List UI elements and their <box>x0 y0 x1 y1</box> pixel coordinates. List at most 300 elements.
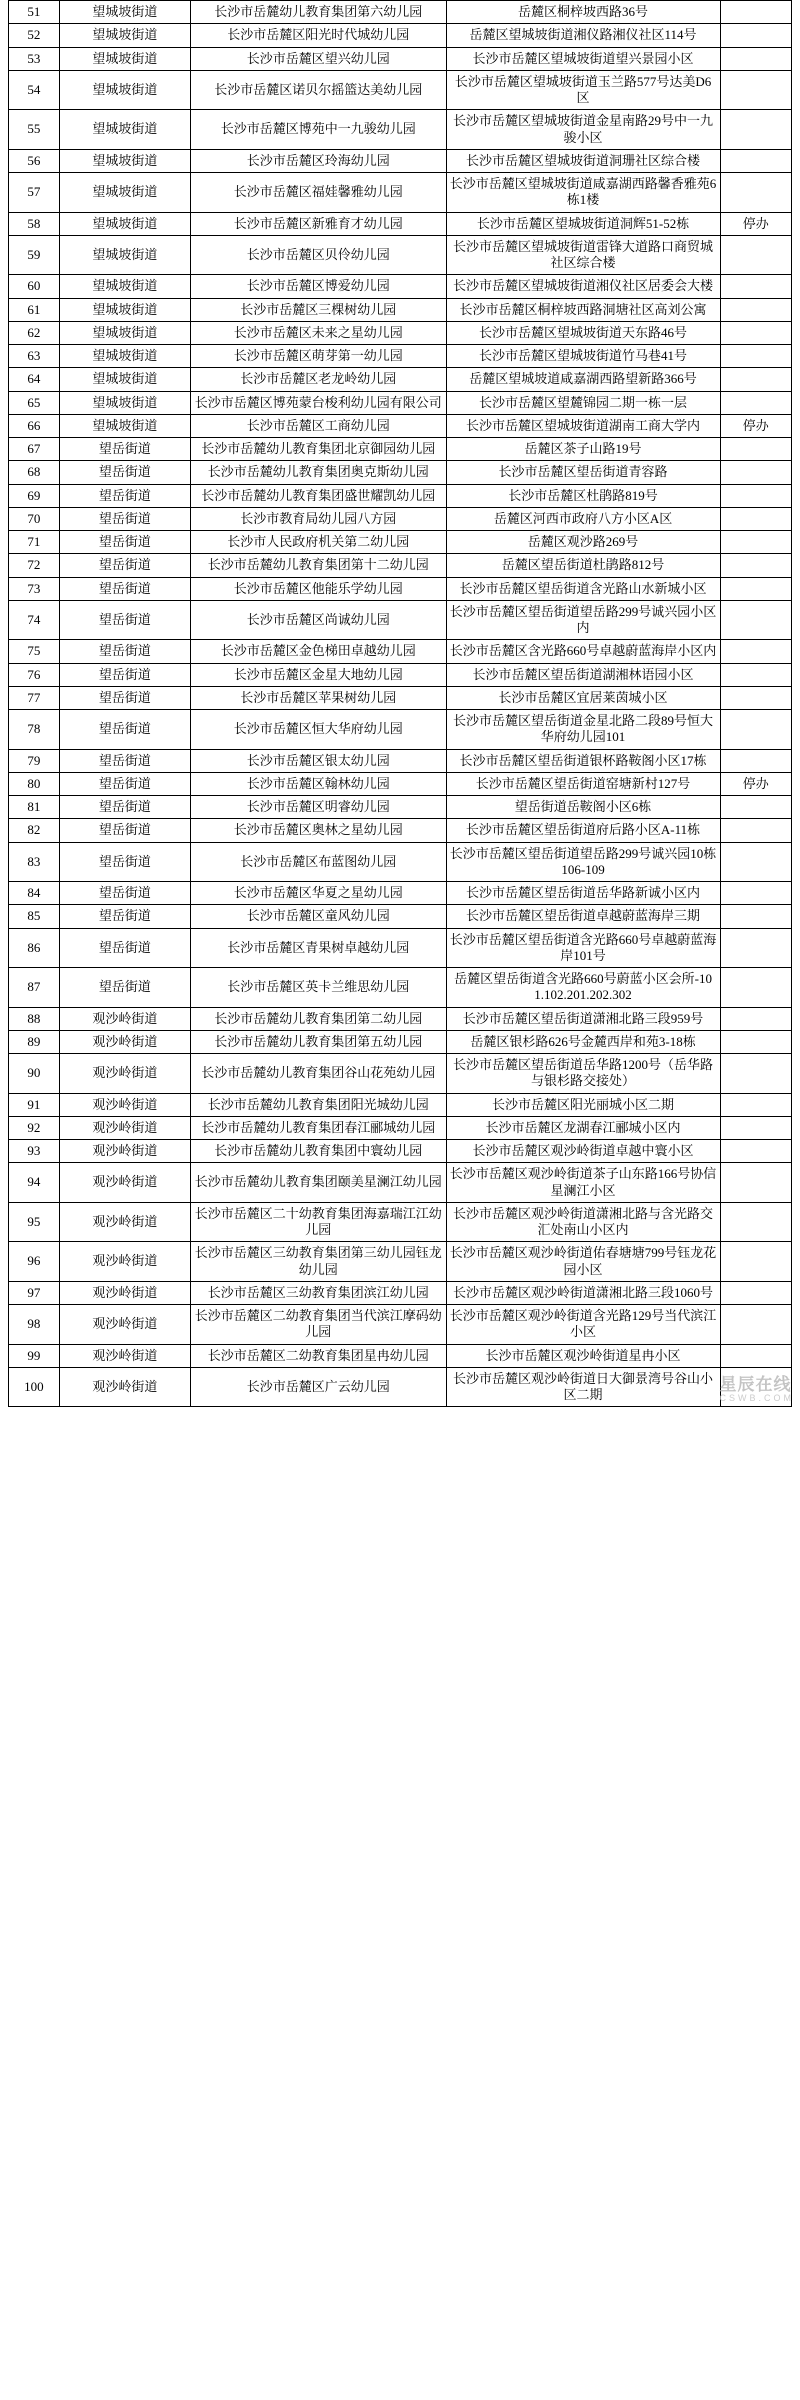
cell-kindergarten-name: 长沙市岳麓区诺贝尔摇篮达美幼儿园 <box>191 70 446 110</box>
cell-street: 望岳街道 <box>59 842 190 882</box>
cell-address: 长沙市岳麓区望岳街道窑塘新村127号 <box>446 772 720 795</box>
cell-index: 86 <box>9 928 60 968</box>
cell-street: 望城坡街道 <box>59 24 190 47</box>
table-body <box>9 1 792 1407</box>
cell-index: 91 <box>9 1093 60 1116</box>
cell-index: 90 <box>9 1054 60 1094</box>
cell-address: 长沙市岳麓区望麓锦园二期一栋一层 <box>446 391 720 414</box>
cell-note: 停办 <box>720 772 791 795</box>
table-row <box>9 1054 792 1094</box>
cell-address: 长沙市岳麓区宜居莱茵城小区 <box>446 686 720 709</box>
cell-address: 岳麓区桐梓坡西路36号 <box>446 1 720 24</box>
cell-index: 67 <box>9 438 60 461</box>
cell-note <box>720 507 791 530</box>
table-row <box>9 1367 792 1407</box>
table-row <box>9 710 792 750</box>
table-row <box>9 928 792 968</box>
cell-street: 望岳街道 <box>59 640 190 663</box>
cell-address: 长沙市岳麓区观沙岭街道卓越中寰小区 <box>446 1140 720 1163</box>
cell-address: 岳麓区茶子山路19号 <box>446 438 720 461</box>
table-row <box>9 1030 792 1053</box>
cell-index: 84 <box>9 882 60 905</box>
cell-street: 观沙岭街道 <box>59 1054 190 1094</box>
cell-kindergarten-name: 长沙市教育局幼儿园八方园 <box>191 507 446 530</box>
cell-street: 望城坡街道 <box>59 345 190 368</box>
table-row <box>9 1281 792 1304</box>
cell-street: 望城坡街道 <box>59 173 190 213</box>
cell-address: 长沙市岳麓区杜鹃路819号 <box>446 484 720 507</box>
cell-street: 望岳街道 <box>59 772 190 795</box>
cell-note <box>720 968 791 1008</box>
cell-address: 长沙市岳麓区望岳街道卓越蔚蓝海岸三期 <box>446 905 720 928</box>
table-row <box>9 842 792 882</box>
cell-kindergarten-name: 长沙市岳麓区英卡兰维思幼儿园 <box>191 968 446 1008</box>
cell-address: 长沙市岳麓区望岳街道金星北路二段89号恒大华府幼儿园101 <box>446 710 720 750</box>
table-row <box>9 47 792 70</box>
cell-street: 望岳街道 <box>59 819 190 842</box>
cell-index: 83 <box>9 842 60 882</box>
table-row <box>9 1202 792 1242</box>
cell-kindergarten-name: 长沙市岳麓区博苑中一九骏幼儿园 <box>191 110 446 150</box>
cell-kindergarten-name: 长沙市岳麓幼儿教育集团北京御园幼儿园 <box>191 438 446 461</box>
cell-note <box>720 1 791 24</box>
cell-address: 长沙市岳麓区望城坡街道洞辉51-52栋 <box>446 212 720 235</box>
cell-index: 73 <box>9 577 60 600</box>
cell-index: 75 <box>9 640 60 663</box>
cell-kindergarten-name: 长沙市岳麓区二幼教育集团星冉幼儿园 <box>191 1344 446 1367</box>
cell-index: 55 <box>9 110 60 150</box>
table-row <box>9 1242 792 1282</box>
cell-kindergarten-name: 长沙市岳麓区萌芽第一幼儿园 <box>191 345 446 368</box>
cell-street: 望城坡街道 <box>59 298 190 321</box>
cell-kindergarten-name: 长沙市岳麓区二十幼教育集团海嘉瑞江江幼儿园 <box>191 1202 446 1242</box>
cell-street: 望岳街道 <box>59 438 190 461</box>
cell-kindergarten-name: 长沙市岳麓幼儿教育集团奥克斯幼儿园 <box>191 461 446 484</box>
cell-kindergarten-name: 长沙市岳麓幼儿教育集团第五幼儿园 <box>191 1030 446 1053</box>
cell-index: 92 <box>9 1116 60 1139</box>
cell-kindergarten-name: 长沙市岳麓幼儿教育集团春江郦城幼儿园 <box>191 1116 446 1139</box>
cell-address: 长沙市岳麓区望岳街道含光路山水新城小区 <box>446 577 720 600</box>
cell-kindergarten-name: 长沙市岳麓区明睿幼儿园 <box>191 796 446 819</box>
cell-note <box>720 70 791 110</box>
cell-index: 87 <box>9 968 60 1008</box>
cell-address: 长沙市岳麓区望岳街道含光路660号卓越蔚蓝海岸101号 <box>446 928 720 968</box>
cell-street: 望岳街道 <box>59 663 190 686</box>
cell-street: 望城坡街道 <box>59 212 190 235</box>
cell-index: 80 <box>9 772 60 795</box>
cell-address: 长沙市岳麓区龙湖春江郦城小区内 <box>446 1116 720 1139</box>
cell-street: 望岳街道 <box>59 461 190 484</box>
table-row <box>9 1344 792 1367</box>
cell-address: 岳麓区望城坡道咸嘉湖西路望新路366号 <box>446 368 720 391</box>
cell-kindergarten-name: 长沙市岳麓区三幼教育集团第三幼儿园钰龙幼儿园 <box>191 1242 446 1282</box>
cell-street: 望城坡街道 <box>59 70 190 110</box>
cell-street: 观沙岭街道 <box>59 1367 190 1407</box>
cell-note <box>720 600 791 640</box>
cell-index: 79 <box>9 749 60 772</box>
cell-address: 长沙市岳麓区观沙岭街道茶子山东路166号协信星澜江小区 <box>446 1163 720 1203</box>
table-row <box>9 110 792 150</box>
cell-kindergarten-name: 长沙市岳麓区尚诚幼儿园 <box>191 600 446 640</box>
cell-kindergarten-name: 长沙市岳麓区青果树卓越幼儿园 <box>191 928 446 968</box>
cell-street: 望岳街道 <box>59 577 190 600</box>
cell-address: 长沙市岳麓区望城坡街道竹马巷41号 <box>446 345 720 368</box>
cell-index: 68 <box>9 461 60 484</box>
cell-street: 观沙岭街道 <box>59 1163 190 1203</box>
watermark-subtext: CSWB.COM <box>719 1393 794 1404</box>
table-row <box>9 577 792 600</box>
cell-kindergarten-name: 长沙市岳麓幼儿教育集团第六幼儿园 <box>191 1 446 24</box>
cell-street: 望岳街道 <box>59 484 190 507</box>
cell-street: 望城坡街道 <box>59 368 190 391</box>
cell-street: 望岳街道 <box>59 686 190 709</box>
cell-kindergarten-name: 长沙市岳麓区工商幼儿园 <box>191 414 446 437</box>
cell-address: 长沙市岳麓区望城坡街道玉兰路577号达美D6区 <box>446 70 720 110</box>
cell-kindergarten-name: 长沙市岳麓区博苑蒙台梭利幼儿园有限公司 <box>191 391 446 414</box>
cell-street: 望城坡街道 <box>59 235 190 275</box>
table-row <box>9 905 792 928</box>
cell-address: 长沙市岳麓区望城坡街道望兴景园小区 <box>446 47 720 70</box>
cell-kindergarten-name: 长沙市岳麓幼儿教育集团阳光城幼儿园 <box>191 1093 446 1116</box>
cell-note <box>720 663 791 686</box>
cell-kindergarten-name: 长沙市岳麓区恒大华府幼儿园 <box>191 710 446 750</box>
cell-kindergarten-name: 长沙市岳麓幼儿教育集团盛世耀凯幼儿园 <box>191 484 446 507</box>
table-row <box>9 461 792 484</box>
cell-address: 长沙市岳麓区望岳街道潇湘北路三段959号 <box>446 1007 720 1030</box>
cell-index: 81 <box>9 796 60 819</box>
cell-address: 长沙市岳麓区观沙岭街道潇湘北路三段1060号 <box>446 1281 720 1304</box>
cell-note <box>720 842 791 882</box>
table-row <box>9 173 792 213</box>
cell-street: 望岳街道 <box>59 928 190 968</box>
cell-note <box>720 749 791 772</box>
cell-note <box>720 1116 791 1139</box>
table-row <box>9 345 792 368</box>
table-row <box>9 507 792 530</box>
cell-index: 64 <box>9 368 60 391</box>
table-row <box>9 968 792 1008</box>
cell-index: 96 <box>9 1242 60 1282</box>
cell-index: 53 <box>9 47 60 70</box>
cell-street: 观沙岭街道 <box>59 1202 190 1242</box>
cell-kindergarten-name: 长沙市岳麓区三棵树幼儿园 <box>191 298 446 321</box>
cell-street: 望城坡街道 <box>59 149 190 172</box>
cell-index: 63 <box>9 345 60 368</box>
cell-index: 51 <box>9 1 60 24</box>
table-row <box>9 149 792 172</box>
cell-index: 66 <box>9 414 60 437</box>
cell-note <box>720 554 791 577</box>
table-row <box>9 70 792 110</box>
cell-note <box>720 1281 791 1304</box>
cell-note <box>720 461 791 484</box>
cell-index: 72 <box>9 554 60 577</box>
cell-kindergarten-name: 长沙市人民政府机关第二幼儿园 <box>191 531 446 554</box>
cell-index: 69 <box>9 484 60 507</box>
cell-street: 望城坡街道 <box>59 47 190 70</box>
cell-note: 停办 <box>720 414 791 437</box>
cell-kindergarten-name: 长沙市岳麓区博爱幼儿园 <box>191 275 446 298</box>
cell-index: 78 <box>9 710 60 750</box>
table-row <box>9 1093 792 1116</box>
cell-note <box>720 438 791 461</box>
cell-street: 观沙岭街道 <box>59 1140 190 1163</box>
cell-kindergarten-name: 长沙市岳麓区三幼教育集团滨江幼儿园 <box>191 1281 446 1304</box>
cell-address: 岳麓区观沙路269号 <box>446 531 720 554</box>
cell-index: 60 <box>9 275 60 298</box>
cell-street: 观沙岭街道 <box>59 1007 190 1030</box>
cell-note <box>720 24 791 47</box>
cell-kindergarten-name: 长沙市岳麓幼儿教育集团第十二幼儿园 <box>191 554 446 577</box>
cell-address: 长沙市岳麓区望城坡街道湖南工商大学内 <box>446 414 720 437</box>
table-row <box>9 484 792 507</box>
cell-note <box>720 796 791 819</box>
cell-note <box>720 275 791 298</box>
cell-address: 岳麓区河西市政府八方小区A区 <box>446 507 720 530</box>
cell-address: 长沙市岳麓区观沙岭街道含光路129号当代滨江小区 <box>446 1305 720 1345</box>
cell-address: 长沙市岳麓区望岳街道岳华路新诚小区内 <box>446 882 720 905</box>
table-row <box>9 554 792 577</box>
cell-address: 岳麓区望城坡街道湘仪路湘仪社区114号 <box>446 24 720 47</box>
cell-street: 望岳街道 <box>59 796 190 819</box>
table-row <box>9 819 792 842</box>
cell-index: 100 <box>9 1367 60 1407</box>
cell-street: 望岳街道 <box>59 600 190 640</box>
cell-kindergarten-name: 长沙市岳麓区布蓝图幼儿园 <box>191 842 446 882</box>
cell-index: 95 <box>9 1202 60 1242</box>
cell-address: 长沙市岳麓区望城坡街道湘仪社区居委会大楼 <box>446 275 720 298</box>
table-row <box>9 368 792 391</box>
kindergarten-table <box>8 0 792 1407</box>
cell-address: 长沙市岳麓区含光路660号卓越蔚蓝海岸小区内 <box>446 640 720 663</box>
table-row <box>9 600 792 640</box>
cell-kindergarten-name: 长沙市岳麓区他能乐学幼儿园 <box>191 577 446 600</box>
cell-street: 望岳街道 <box>59 531 190 554</box>
cell-address: 长沙市岳麓区望城坡街道洞珊社区综合楼 <box>446 149 720 172</box>
cell-note <box>720 1163 791 1203</box>
cell-address: 长沙市岳麓区望城坡街道天东路46号 <box>446 321 720 344</box>
cell-street: 观沙岭街道 <box>59 1093 190 1116</box>
cell-note <box>720 321 791 344</box>
cell-street: 观沙岭街道 <box>59 1242 190 1282</box>
cell-kindergarten-name: 长沙市岳麓区翰林幼儿园 <box>191 772 446 795</box>
table-row <box>9 1007 792 1030</box>
cell-kindergarten-name: 长沙市岳麓区苹果树幼儿园 <box>191 686 446 709</box>
cell-address: 岳麓区望岳街道杜鹃路812号 <box>446 554 720 577</box>
cell-street: 望城坡街道 <box>59 321 190 344</box>
cell-note <box>720 640 791 663</box>
table-row <box>9 1163 792 1203</box>
cell-address: 长沙市岳麓区望岳街道岳华路1200号（岳华路与银杉路交接处） <box>446 1054 720 1094</box>
cell-index: 59 <box>9 235 60 275</box>
cell-kindergarten-name: 长沙市岳麓幼儿教育集团颐美星澜江幼儿园 <box>191 1163 446 1203</box>
cell-kindergarten-name: 长沙市岳麓区福娃馨雅幼儿园 <box>191 173 446 213</box>
table-row <box>9 772 792 795</box>
cell-address: 长沙市岳麓区望岳街道望岳路299号诚兴园10栋106-109 <box>446 842 720 882</box>
cell-address: 长沙市岳麓区望岳街道青容路 <box>446 461 720 484</box>
cell-street: 观沙岭街道 <box>59 1344 190 1367</box>
table-row <box>9 663 792 686</box>
cell-kindergarten-name: 长沙市岳麓区阳光时代城幼儿园 <box>191 24 446 47</box>
table-row <box>9 414 792 437</box>
cell-address: 长沙市岳麓区望岳街道湖湘林语园小区 <box>446 663 720 686</box>
cell-address: 长沙市岳麓区望城坡街道金星南路29号中一九骏小区 <box>446 110 720 150</box>
cell-index: 98 <box>9 1305 60 1345</box>
cell-kindergarten-name: 长沙市岳麓区二幼教育集团当代滨江摩码幼儿园 <box>191 1305 446 1345</box>
cell-address: 望岳街道岳鞍阁小区6栋 <box>446 796 720 819</box>
cell-street: 望城坡街道 <box>59 391 190 414</box>
cell-index: 61 <box>9 298 60 321</box>
cell-index: 74 <box>9 600 60 640</box>
cell-note <box>720 298 791 321</box>
cell-index: 77 <box>9 686 60 709</box>
cell-address: 岳麓区银杉路626号金麓西岸和苑3-18栋 <box>446 1030 720 1053</box>
cell-note: 停办 <box>720 212 791 235</box>
cell-kindergarten-name: 长沙市岳麓区华夏之星幼儿园 <box>191 882 446 905</box>
table-row <box>9 24 792 47</box>
cell-address: 长沙市岳麓区望岳街道银杯路鞍阁小区17栋 <box>446 749 720 772</box>
cell-kindergarten-name: 长沙市岳麓区奥林之星幼儿园 <box>191 819 446 842</box>
table-row <box>9 275 792 298</box>
cell-street: 望岳街道 <box>59 968 190 1008</box>
table-row <box>9 321 792 344</box>
cell-kindergarten-name: 长沙市岳麓区玲海幼儿园 <box>191 149 446 172</box>
cell-index: 65 <box>9 391 60 414</box>
cell-street: 望岳街道 <box>59 749 190 772</box>
cell-address: 长沙市岳麓区观沙岭街道星冉小区 <box>446 1344 720 1367</box>
cell-note <box>720 686 791 709</box>
table-row <box>9 438 792 461</box>
cell-note <box>720 1054 791 1094</box>
cell-kindergarten-name: 长沙市岳麓区银太幼儿园 <box>191 749 446 772</box>
cell-kindergarten-name: 长沙市岳麓区金星大地幼儿园 <box>191 663 446 686</box>
cell-note <box>720 235 791 275</box>
cell-kindergarten-name: 长沙市岳麓区望兴幼儿园 <box>191 47 446 70</box>
cell-address: 长沙市岳麓区观沙岭街道潇湘北路与含光路交汇处南山小区内 <box>446 1202 720 1242</box>
cell-note <box>720 1242 791 1282</box>
table-row <box>9 1305 792 1345</box>
cell-street: 望城坡街道 <box>59 275 190 298</box>
table-row <box>9 749 792 772</box>
cell-kindergarten-name: 长沙市岳麓区老龙岭幼儿园 <box>191 368 446 391</box>
cell-index: 57 <box>9 173 60 213</box>
cell-note <box>720 484 791 507</box>
cell-street: 望岳街道 <box>59 710 190 750</box>
cell-note <box>720 1344 791 1367</box>
cell-note <box>720 110 791 150</box>
cell-index: 62 <box>9 321 60 344</box>
cell-kindergarten-name: 长沙市岳麓区新雅育才幼儿园 <box>191 212 446 235</box>
cell-index: 56 <box>9 149 60 172</box>
cell-index: 88 <box>9 1007 60 1030</box>
cell-index: 85 <box>9 905 60 928</box>
cell-kindergarten-name: 长沙市岳麓区金色梯田卓越幼儿园 <box>191 640 446 663</box>
cell-note <box>720 1140 791 1163</box>
cell-address: 长沙市岳麓区阳光丽城小区二期 <box>446 1093 720 1116</box>
cell-street: 观沙岭街道 <box>59 1281 190 1304</box>
table-row <box>9 212 792 235</box>
cell-note <box>720 345 791 368</box>
cell-address: 长沙市岳麓区观沙岭街道佑春塘塘799号钰龙花园小区 <box>446 1242 720 1282</box>
cell-index: 89 <box>9 1030 60 1053</box>
watermark <box>720 1370 795 1403</box>
cell-index: 99 <box>9 1344 60 1367</box>
cell-address: 长沙市岳麓区望城坡街道咸嘉湖西路馨香雅苑6栋1楼 <box>446 173 720 213</box>
cell-index: 71 <box>9 531 60 554</box>
cell-note <box>720 928 791 968</box>
cell-address: 长沙市岳麓区望岳街道府后路小区A-11栋 <box>446 819 720 842</box>
cell-note <box>720 905 791 928</box>
cell-street: 观沙岭街道 <box>59 1030 190 1053</box>
cell-index: 76 <box>9 663 60 686</box>
table-row <box>9 1140 792 1163</box>
cell-note <box>720 1305 791 1345</box>
table-row <box>9 640 792 663</box>
cell-note <box>720 882 791 905</box>
cell-street: 望城坡街道 <box>59 110 190 150</box>
cell-kindergarten-name: 长沙市岳麓幼儿教育集团第二幼儿园 <box>191 1007 446 1030</box>
cell-index: 93 <box>9 1140 60 1163</box>
cell-street: 望城坡街道 <box>59 414 190 437</box>
table-row <box>9 298 792 321</box>
cell-note <box>720 47 791 70</box>
cell-kindergarten-name: 长沙市岳麓区童风幼儿园 <box>191 905 446 928</box>
cell-kindergarten-name: 长沙市岳麓幼儿教育集团谷山花苑幼儿园 <box>191 1054 446 1094</box>
cell-kindergarten-name: 长沙市岳麓幼儿教育集团中寰幼儿园 <box>191 1140 446 1163</box>
cell-note <box>720 1007 791 1030</box>
cell-address: 长沙市岳麓区观沙岭街道日大御景湾号谷山小区二期 <box>446 1367 720 1407</box>
cell-index: 58 <box>9 212 60 235</box>
table-row <box>9 531 792 554</box>
cell-note <box>720 391 791 414</box>
cell-address: 长沙市岳麓区望岳街道望岳路299号诚兴园小区内 <box>446 600 720 640</box>
cell-note <box>720 149 791 172</box>
watermark-text: 星辰在线 <box>719 1375 792 1395</box>
cell-index: 97 <box>9 1281 60 1304</box>
cell-index: 54 <box>9 70 60 110</box>
cell-kindergarten-name: 长沙市岳麓区广云幼儿园 <box>191 1367 446 1407</box>
cell-note <box>720 1202 791 1242</box>
cell-address: 岳麓区望岳街道含光路660号蔚蓝小区会所-101.102.201.202.302 <box>446 968 720 1008</box>
cell-street: 观沙岭街道 <box>59 1305 190 1345</box>
cell-street: 观沙岭街道 <box>59 1116 190 1139</box>
cell-index: 94 <box>9 1163 60 1203</box>
cell-index: 82 <box>9 819 60 842</box>
table-row <box>9 686 792 709</box>
cell-note <box>720 368 791 391</box>
cell-kindergarten-name: 长沙市岳麓区贝伶幼儿园 <box>191 235 446 275</box>
table-row <box>9 796 792 819</box>
cell-index: 52 <box>9 24 60 47</box>
table-row <box>9 391 792 414</box>
cell-street: 望岳街道 <box>59 882 190 905</box>
cell-address: 长沙市岳麓区望城坡街道雷锋大道路口商贸城社区综合楼 <box>446 235 720 275</box>
cell-note <box>720 577 791 600</box>
cell-note <box>720 1093 791 1116</box>
cell-street: 望岳街道 <box>59 554 190 577</box>
cell-note <box>720 173 791 213</box>
cell-address: 长沙市岳麓区桐梓坡西路洞塘社区高刘公寓 <box>446 298 720 321</box>
cell-note <box>720 531 791 554</box>
cell-note <box>720 1030 791 1053</box>
cell-street: 望城坡街道 <box>59 1 190 24</box>
cell-kindergarten-name: 长沙市岳麓区未来之星幼儿园 <box>191 321 446 344</box>
cell-index: 70 <box>9 507 60 530</box>
table-row <box>9 1116 792 1139</box>
cell-note <box>720 819 791 842</box>
cell-street: 望岳街道 <box>59 905 190 928</box>
cell-note <box>720 710 791 750</box>
